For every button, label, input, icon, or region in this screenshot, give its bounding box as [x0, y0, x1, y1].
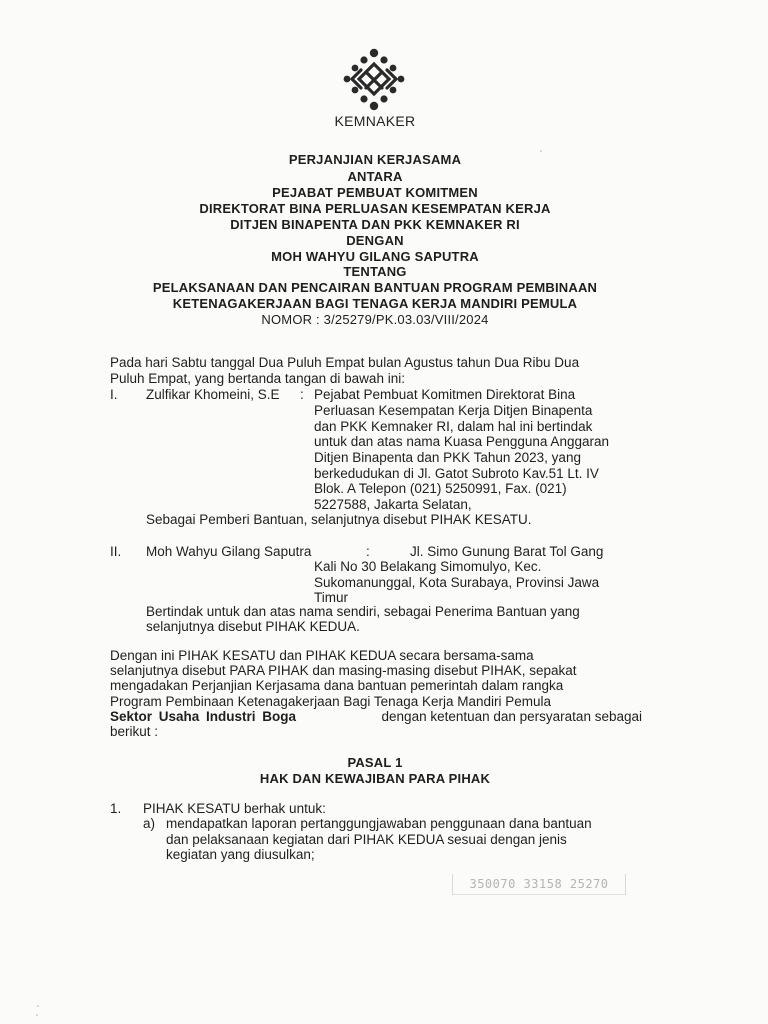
pasal-number: PASAL 1	[347, 755, 403, 770]
party2-addr-3: Sukomanunggal, Kota Surabaya, Provinsi Jawa	[314, 575, 600, 590]
scan-speck	[540, 150, 542, 152]
party2-name: Moh Wahyu Gilang Saputra	[146, 544, 312, 559]
sector-name: Sektor Usaha Industri Boga	[110, 709, 297, 724]
title-line-9: PELAKSANAAN DAN PENCAIRAN BANTUAN PROGRAM PEMBINAAN	[152, 280, 598, 295]
logo-wordmark: KEMNAKER	[334, 113, 416, 129]
agreement-line-1: Dengan ini PIHAK KESATU dan PIHAK KEDUA secara bersama-sama	[110, 648, 534, 663]
party2-role-1: Bertindak untuk dan atas nama sendiri, sebagai Penerima Bantuan yang	[146, 604, 580, 619]
party1-desc-2: Perluasan Kesempatan Kerja Ditjen Binapenta	[314, 403, 593, 418]
title-line-2: ANTARA	[347, 169, 403, 184]
party1-role: Sebagai Pemberi Bantuan, selanjutnya disebut PIHAK KESATU.	[146, 512, 532, 527]
document-stamp-number: 350070 33158 25270	[452, 874, 626, 895]
party2-role-2: selanjutnya disebut PIHAK KEDUA.	[146, 619, 360, 634]
party1-colon: :	[300, 387, 304, 402]
pasal-heading: HAK DAN KEWAJIBAN PARA PIHAK	[259, 771, 491, 786]
party1-desc-4: untuk dan atas nama Kuasa Pengguna Anggaran	[314, 434, 609, 449]
agreement-line-2: selanjutnya disebut PARA PIHAK dan masing-masing disebut PIHAK, sepakat	[110, 663, 577, 678]
party1-desc-5: Ditjen Binapenta dan PKK Tahun 2023, yang	[314, 450, 581, 465]
title-line-10: KETENAGAKERJAAN BAGI TENAGA KERJA MANDIRI PEMULA	[172, 296, 578, 311]
agreement-line-4: Program Pembinaan Ketenagakerjaan Bagi Tenaga Kerja Mandiri Pemula	[110, 694, 552, 709]
party2-numeral: II.	[110, 544, 122, 559]
agreement-line-5	[110, 709, 642, 725]
agreement-line-6: berikut :	[110, 724, 159, 739]
party2-addr-1: Jl. Simo Gunung Barat Tol Gang	[410, 544, 604, 559]
title-line-7: MOH WAHYU GILANG SAPUTRA	[271, 249, 479, 264]
clause-text: PIHAK KESATU berhak untuk:	[143, 801, 326, 816]
intro-line-1: Pada hari Sabtu tanggal Dua Puluh Empat bulan Agustus tahun Dua Ribu Dua	[110, 355, 580, 370]
scan-speck	[37, 1005, 39, 1007]
title-line-1: PERJANJIAN KERJASAMA	[288, 152, 462, 167]
title-line-6: DENGAN	[346, 233, 404, 248]
intro-line-2: Puluh Empat, yang bertanda tangan di bawah ini:	[110, 371, 405, 386]
document-number: NOMOR : 3/25279/PK.03.03/VIII/2024	[261, 312, 489, 327]
party1-desc-6: berkedudukan di Jl. Gatot Subroto Kav.51 Lt. IV	[314, 466, 599, 481]
party1-numeral: I.	[110, 387, 118, 402]
item-a-line-3: kegiatan yang diusulkan;	[166, 847, 315, 862]
party1-desc-8: 5227588, Jakarta Selatan,	[314, 497, 472, 512]
item-a-line-2: dan pelaksanaan kegiatan dari PIHAK KEDUA sesuai dengan jenis	[166, 832, 567, 847]
party1-desc-7: Blok. A Telepon (021) 5250991, Fax. (021)	[314, 481, 567, 496]
party1-desc-3: dan PKK Kemnaker RI, dalam hal ini bertindak	[314, 419, 593, 434]
party1-name: Zulfikar Khomeini, S.E	[146, 387, 280, 402]
party2-addr-4: Timur	[314, 590, 348, 605]
party1-desc-1: Pejabat Pembuat Komitmen Direktorat Bina	[314, 387, 576, 402]
title-line-3: PEJABAT PEMBUAT KOMITMEN	[272, 185, 478, 200]
clause-number: 1.	[110, 801, 122, 816]
agreement-line-5-rest: dengan ketentuan dan persyaratan sebagai	[381, 709, 642, 724]
title-line-5: DITJEN BINAPENTA DAN PKK KEMNAKER RI	[230, 217, 520, 232]
item-a-line-1: mendapatkan laporan pertanggungjawaban penggunaan dana bantuan	[166, 816, 592, 831]
kemnaker-logo-icon	[341, 48, 407, 112]
title-line-4: DIREKTORAT BINA PERLUASAN KESEMPATAN KERJA	[199, 201, 551, 216]
party2-addr-2: Kali No 30 Belakang Simomulyo, Kec.	[314, 559, 542, 574]
agreement-line-3: mengadakan Perjanjian Kerjasama dana bantuan pemerintah dalam rangka	[110, 678, 564, 693]
party2-colon: :	[366, 544, 370, 559]
item-a-marker: a)	[143, 816, 156, 831]
scan-speck	[36, 1014, 38, 1016]
title-line-8: TENTANG	[343, 264, 407, 279]
